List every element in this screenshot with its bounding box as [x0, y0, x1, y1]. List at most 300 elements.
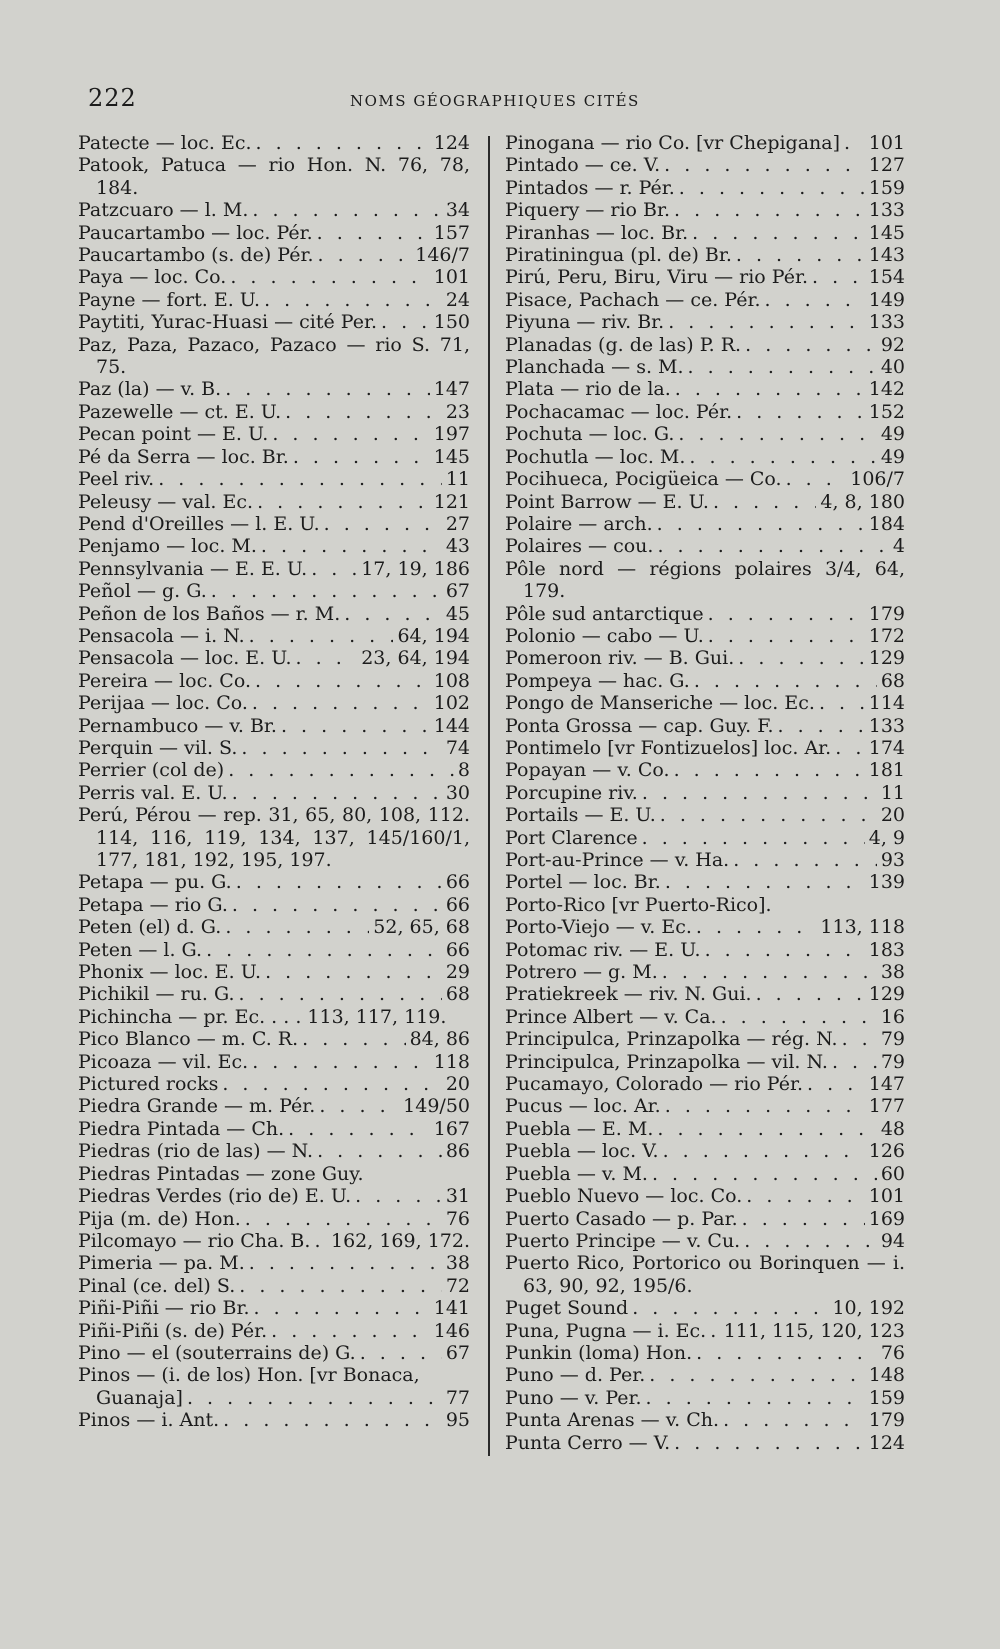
index-entry — [78, 468, 470, 490]
entry-name: Punta Arenas — v. Ch. — [505, 1409, 720, 1432]
entry-name: Pôle sud antarctique — [505, 602, 704, 625]
index-entry — [505, 199, 905, 221]
entry-pages: 169 — [868, 1207, 905, 1230]
entry-pages: 68 — [445, 983, 470, 1006]
entry-pages: 49 — [880, 445, 905, 468]
index-entry — [505, 289, 905, 311]
entry-pages: 23, 64, 194 — [361, 647, 470, 670]
entry-name: Picoaza — vil. Ec. — [78, 1050, 249, 1073]
leader-dots — [225, 916, 369, 938]
leader-dots — [253, 1297, 429, 1319]
index-entry — [505, 1342, 905, 1364]
entry-name: Puebla — E. M. — [505, 1117, 654, 1140]
index-entry — [78, 782, 470, 804]
leader-dots — [708, 625, 865, 647]
entry-pages: 24 — [445, 288, 470, 311]
index-entry: Puerto Rico, Portorico ou Borinquen — i. 63, 90, 92, 195/6. — [505, 1252, 905, 1297]
leader-dots — [206, 939, 442, 961]
entry-name: Piñi-Piñi — rio Br. — [78, 1297, 250, 1320]
leader-dots — [662, 961, 877, 983]
leader-dots — [733, 849, 877, 871]
entry-pages: 64, 194 — [397, 624, 470, 647]
entry-pages: 113, 118 — [820, 916, 905, 939]
index-entry — [78, 1028, 470, 1050]
entry-pages: 143 — [868, 244, 905, 267]
entry-name: Piñi-Piñi (s. de) Pér. — [78, 1319, 268, 1342]
entry-pages: 114 — [868, 692, 905, 715]
running-title: NOMS GÉOGRAPHIQUES CITÉS — [350, 92, 640, 110]
leader-dots — [657, 535, 888, 557]
entry-name: Planadas (g. de las) P. R. — [505, 333, 742, 356]
leader-dots — [632, 1297, 828, 1319]
entry-name: Pirú, Peru, Biru, Viru — rio Pér. — [505, 266, 808, 289]
index-entry — [78, 311, 470, 333]
index-entry — [505, 1320, 905, 1342]
entry-pages: 177 — [868, 1095, 905, 1118]
index-entry — [78, 871, 470, 893]
index-entry: Pôle nord — régions polaires 3/4, 64, 179. — [505, 557, 905, 603]
leader-dots — [844, 132, 865, 154]
entry-name: Planchada — s. M. — [505, 356, 684, 379]
entry-pages: 86 — [445, 1140, 470, 1163]
entry-pages: 129 — [868, 647, 905, 670]
leader-dots — [241, 737, 441, 759]
entry-pages: 38 — [880, 961, 905, 984]
index-entry — [78, 1252, 470, 1274]
entry-name: Petapa — pu. G. — [78, 871, 232, 894]
entry-pages: 31 — [445, 1185, 470, 1208]
entry-name: Porto-Viejo — v. Ec. — [505, 916, 692, 939]
index-entry — [78, 132, 470, 154]
entry-name: Potomac riv. — E. U. — [505, 938, 701, 961]
leader-dots — [255, 670, 430, 692]
leader-dots — [236, 871, 442, 893]
index-entry — [505, 647, 905, 669]
entry-name: Puerto Principe — v. Cu. — [505, 1229, 741, 1252]
leader-dots — [674, 199, 865, 221]
leader-dots — [381, 311, 430, 333]
index-entry — [505, 939, 905, 961]
entry-name: Petapa — rio G. — [78, 893, 228, 916]
index-entry — [505, 827, 905, 849]
entry-name: Piquery — rio Br. — [505, 199, 671, 222]
index-entry — [78, 558, 470, 580]
entry-pages: 49 — [880, 423, 905, 446]
index-entry — [505, 446, 905, 468]
entry-pages: 126 — [868, 1140, 905, 1163]
leader-dots — [665, 1095, 865, 1117]
entry-name: Pueblo Nuevo — loc. Co. — [505, 1185, 743, 1208]
entry-pages: 79 — [880, 1028, 905, 1051]
entry-pages: 149 — [868, 288, 905, 311]
leader-dots — [812, 266, 865, 288]
index-entry — [78, 1185, 470, 1207]
index-entry — [505, 1409, 905, 1431]
entry-pages: 43 — [445, 535, 470, 558]
index-entry — [78, 1208, 470, 1230]
leader-dots — [232, 782, 442, 804]
index-entry — [78, 289, 470, 311]
entry-name: Peel riv. — [78, 468, 155, 491]
index-entry — [78, 647, 470, 669]
entry-name: Port Clarence — [505, 826, 638, 849]
index-entry — [505, 244, 905, 266]
entry-pages: 162, 169, 172. — [331, 1229, 470, 1252]
index-entry — [505, 983, 905, 1005]
leader-dots — [692, 222, 865, 244]
leader-dots — [311, 558, 357, 580]
index-entry — [78, 513, 470, 535]
leader-dots — [252, 199, 441, 221]
entry-pages: 133 — [868, 199, 905, 222]
entry-name: Patzcuaro — l. M. — [78, 199, 249, 222]
index-entry — [78, 535, 470, 557]
index-entry: Piedras Pintadas — zone Guy. — [78, 1162, 364, 1185]
entry-name: Pochuta — loc. G. — [505, 423, 675, 446]
entry-pages: 124 — [433, 132, 470, 154]
entry-pages: 72 — [445, 1274, 470, 1297]
leader-dots — [744, 1230, 877, 1252]
leader-dots — [710, 1320, 719, 1342]
entry-name: Paya — loc. Co. — [78, 266, 227, 289]
entry-name: Piyuna — riv. Br. — [505, 311, 665, 334]
leader-dots — [319, 1095, 399, 1117]
entry-name: Paz (la) — v. B. — [78, 378, 222, 401]
leader-dots — [317, 244, 411, 266]
index-entry — [505, 715, 905, 737]
index-entry: Perú, Pérou — rep. 31, 65, 80, 108, 112. 114, 116, 119, 134, 137, 145/160/1, 177, 181, 192, 195, 197. — [78, 804, 470, 871]
leader-dots — [689, 446, 876, 468]
leader-dots — [745, 334, 877, 356]
entry-pages: 159 — [868, 1386, 905, 1409]
entry-name: Pucamayo, Colorado — rio Pér. — [505, 1073, 804, 1096]
entry-name: Pisace, Pachach — ce. Pér. — [505, 288, 761, 311]
entry-pages: 172 — [868, 624, 905, 647]
leader-dots — [807, 1073, 865, 1095]
index-entry — [78, 715, 470, 737]
index-entry — [78, 1118, 470, 1140]
entry-pages: 94 — [880, 1229, 905, 1252]
entry-pages: 45 — [445, 602, 470, 625]
entry-name: Pochacamac — loc. Pér. — [505, 400, 733, 423]
entry-name: Perquin — vil. S. — [78, 736, 238, 759]
entry-pages: 108 — [433, 669, 470, 692]
entry-pages: 84, 86 — [409, 1028, 470, 1051]
entry-name: Penjamo — loc. M. — [78, 535, 257, 558]
leader-dots — [223, 1409, 442, 1431]
entry-name: Peñol — g. G. — [78, 580, 207, 603]
entry-pages: 8 — [457, 759, 470, 782]
leader-dots — [646, 1387, 865, 1409]
entry-name: Pictured rocks — [78, 1073, 219, 1096]
leader-dots — [302, 1028, 405, 1050]
index-entry — [78, 1095, 470, 1117]
entry-pages: 133 — [868, 714, 905, 737]
index-entry — [505, 804, 905, 826]
entry-pages: 145 — [868, 221, 905, 244]
leader-dots — [264, 289, 442, 311]
entry-name: Paucartambo (s. de) Pér. — [78, 244, 314, 267]
entry-pages: 133 — [868, 311, 905, 334]
leader-dots — [777, 715, 864, 737]
index-entry — [78, 423, 470, 445]
entry-pages: 174 — [868, 736, 905, 759]
entry-name: Piedras Verdes (rio de) E. U. — [78, 1185, 352, 1208]
entry-pages: 147 — [433, 378, 470, 401]
index-entry — [78, 1140, 470, 1162]
entry-pages: 101 — [868, 1185, 905, 1208]
entry-name: Paytiti, Yurac-Huasi — cité Per. — [78, 311, 377, 334]
entry-pages: 40 — [880, 356, 905, 379]
leader-dots — [642, 827, 865, 849]
entry-name: Paucartambo — loc. Pér. — [78, 221, 313, 244]
leader-dots — [257, 491, 430, 513]
index-entry — [505, 1163, 905, 1185]
index-entry — [78, 1320, 470, 1342]
index-entry — [505, 871, 905, 893]
entry-pages: 34 — [445, 199, 470, 222]
entry-pages: 127 — [868, 154, 905, 177]
entry-pages: 154 — [868, 266, 905, 289]
index-entry — [505, 222, 905, 244]
entry-pages: 30 — [445, 781, 470, 804]
leader-dots — [835, 737, 865, 759]
entry-name: Payne — fort. E. U. — [78, 288, 261, 311]
entry-name: Ponta Grossa — cap. Guy. F. — [505, 714, 774, 737]
leader-dots — [230, 266, 429, 288]
leader-dots — [786, 468, 847, 490]
leader-dots — [819, 692, 865, 714]
leader-dots — [663, 1140, 865, 1162]
entry-pages: 121 — [433, 490, 470, 513]
entry-name: Piedra Grande — m. Pér. — [78, 1095, 316, 1118]
entry-pages: 52, 65, 68 — [373, 916, 470, 939]
entry-pages: 118 — [433, 1050, 470, 1073]
entry-pages: 48 — [880, 1117, 905, 1140]
leader-dots — [317, 222, 430, 244]
index-entry — [505, 535, 905, 557]
entry-pages: 148 — [868, 1364, 905, 1387]
entry-pages: 27 — [445, 512, 470, 535]
entry-name: Piranhas — loc. Br. — [505, 221, 689, 244]
entry-name: Pico Blanco — m. C. R. — [78, 1028, 299, 1051]
leader-dots — [736, 401, 865, 423]
index-entry — [505, 1118, 905, 1140]
index-entry — [505, 378, 905, 400]
entry-name: Pontimelo [vr Fontizuelos] loc. Ar. — [505, 736, 832, 759]
index-entry — [505, 132, 905, 154]
entry-pages: 38 — [445, 1252, 470, 1275]
index-entry — [78, 983, 470, 1005]
leader-dots — [256, 132, 430, 154]
entry-name: Pino — el (souterrains de) G. — [78, 1341, 356, 1364]
entry-pages: 66 — [445, 871, 470, 894]
entry-name: Principulca, Prinzapolka — rég. N. — [505, 1028, 838, 1051]
leader-dots — [252, 692, 430, 714]
entry-name: Pongo de Manseriche — loc. Ec. — [505, 692, 815, 715]
entry-name: Pinal (ce. del) S. — [78, 1274, 236, 1297]
entry-pages: 17, 19, 186 — [361, 557, 470, 580]
index-entry — [505, 782, 905, 804]
leader-dots — [232, 894, 442, 916]
entry-pages: 67 — [445, 580, 470, 603]
entry-pages: 4 — [892, 535, 905, 558]
entry-pages: 10, 192 — [832, 1297, 905, 1320]
entry-name: Pennsylvania — E. E. U. — [78, 557, 308, 580]
index-entry — [505, 737, 905, 759]
index-entry — [505, 1432, 905, 1454]
entry-name: Pintado — ce. V. — [505, 154, 661, 177]
index-entry — [78, 1342, 470, 1364]
index-entry — [78, 1409, 470, 1431]
index-entry — [505, 1230, 905, 1252]
index-entry: Paz, Paza, Pazaco, Pazaco — rio S. 71, 75. — [78, 333, 470, 379]
index-entry — [78, 1275, 470, 1297]
entry-name: Pensacola — loc. E. U. — [78, 647, 292, 670]
entry-pages: 60 — [880, 1162, 905, 1185]
entry-pages: 149/50 — [403, 1095, 470, 1118]
entry-pages: 129 — [868, 983, 905, 1006]
entry-pages: 29 — [445, 961, 470, 984]
index-entry — [505, 401, 905, 423]
index-entry — [505, 334, 905, 356]
entry-pages: 150 — [433, 311, 470, 334]
entry-name: Popayan — v. Co. — [505, 759, 670, 782]
index-entry — [505, 1051, 905, 1073]
leader-dots — [723, 1409, 865, 1431]
leader-dots — [668, 311, 865, 333]
leader-dots — [675, 378, 865, 400]
index-column-left — [78, 132, 470, 1432]
index-entry — [78, 1051, 470, 1073]
index-entry — [78, 737, 470, 759]
entry-pages: 20 — [880, 804, 905, 827]
entry-name: Punta Cerro — V. — [505, 1431, 671, 1454]
entry-name: Perrier (col de) — [78, 759, 225, 782]
index-entry — [78, 625, 470, 647]
entry-pages: 106/7 — [850, 468, 905, 491]
entry-pages: 101 — [868, 132, 905, 154]
index-entry — [505, 154, 905, 176]
index-entry — [78, 446, 470, 468]
entry-name: Perijaa — loc. Co. — [78, 692, 248, 715]
entry-name: Potrero — g. M. — [505, 961, 658, 984]
index-entry — [78, 491, 470, 513]
index-entry — [505, 759, 905, 781]
page-header — [88, 84, 948, 124]
leader-dots — [721, 1006, 877, 1028]
entry-name: Piedras (rio de las) — N. — [78, 1140, 314, 1163]
leader-dots — [746, 1185, 864, 1207]
leader-dots — [245, 1208, 442, 1230]
column-divider — [488, 136, 490, 1456]
index-entry — [505, 1387, 905, 1409]
entry-name: Pratiekreek — riv. N. Gui. — [505, 983, 752, 1006]
leader-dots — [679, 177, 865, 199]
entry-name: Plata — rio de la. — [505, 378, 671, 401]
leader-dots — [239, 983, 442, 1005]
entry-pages: 141 — [433, 1297, 470, 1320]
entry-pages: 197 — [433, 423, 470, 446]
index-entry — [78, 266, 470, 288]
entry-pages: 95 — [445, 1409, 470, 1432]
entry-pages: 66 — [445, 893, 470, 916]
entry-name: Punkin (loma) Hon. — [505, 1341, 693, 1364]
index-entry — [505, 1208, 905, 1230]
leader-dots — [324, 513, 442, 535]
leader-dots — [285, 401, 442, 423]
leader-dots — [708, 603, 865, 625]
leader-dots — [738, 647, 864, 669]
index-entry — [78, 199, 470, 221]
entry-name: Pija (m. de) Hon. — [78, 1207, 241, 1230]
entry-pages: 183 — [868, 938, 905, 961]
entry-pages: 76 — [880, 1341, 905, 1364]
leader-dots — [713, 491, 816, 513]
entry-name: Polaire — arch. — [505, 512, 653, 535]
index-entry — [78, 939, 470, 961]
entry-pages: 4, 9 — [868, 826, 905, 849]
entry-name: Pintados — r. Pér. — [505, 176, 675, 199]
entry-name: Pocihueca, Pocigüeica — Co. — [505, 468, 782, 491]
leader-dots — [239, 1275, 442, 1297]
entry-name: Peñon de los Baños — r. M. — [78, 602, 341, 625]
index-entry — [78, 603, 470, 625]
index-entry — [505, 1140, 905, 1162]
entry-pages: 181 — [868, 759, 905, 782]
page-number: 222 — [88, 84, 137, 112]
entry-pages: 157 — [433, 221, 470, 244]
entry-name: Pomeroon riv. — B. Gui. — [505, 647, 735, 670]
index-entry — [505, 849, 905, 871]
entry-name: Puebla — loc. V. — [505, 1140, 659, 1163]
index-entry — [78, 670, 470, 692]
entry-name: Pompeya — hac. G. — [505, 669, 690, 692]
entry-pages: 23 — [445, 400, 470, 423]
index-entry: Pichincha — pr. Ec. . . . 113, 117, 119. — [78, 1005, 447, 1028]
index-entry — [505, 311, 905, 333]
index-entry — [78, 244, 470, 266]
entry-pages: 68 — [880, 669, 905, 692]
index-entry — [78, 1387, 470, 1409]
entry-pages: 74 — [445, 736, 470, 759]
index-entry — [505, 491, 905, 513]
index-entry — [505, 1185, 905, 1207]
entry-name: Pochutla — loc. M. — [505, 445, 686, 468]
entry-pages: 167 — [433, 1117, 470, 1140]
index-entry — [78, 916, 470, 938]
entry-name: Peten — l. G. — [78, 938, 203, 961]
leader-dots — [652, 1163, 877, 1185]
entry-name: Pereira — loc. Co. — [78, 669, 251, 692]
entry-name: Pend d'Oreilles — l. E. U. — [78, 512, 320, 535]
leader-dots — [696, 916, 817, 938]
entry-name: Pimeria — pa. M. — [78, 1252, 245, 1275]
leader-dots — [657, 513, 865, 535]
entry-name: Polaires — cou. — [505, 535, 654, 558]
entry-pages: 66 — [445, 938, 470, 961]
leader-dots — [694, 670, 877, 692]
entry-name: Puget Sound — [505, 1297, 629, 1320]
index-entry — [505, 1297, 905, 1319]
entry-pages: 147 — [868, 1073, 905, 1096]
leader-dots — [271, 1320, 430, 1342]
leader-dots — [674, 1432, 865, 1454]
entry-name: Pilcomayo — rio Cha. B. — [78, 1229, 311, 1252]
entry-name: Piedra Pintada — Ch. — [78, 1117, 285, 1140]
leader-dots — [665, 871, 865, 893]
entry-pages: 152 — [868, 400, 905, 423]
